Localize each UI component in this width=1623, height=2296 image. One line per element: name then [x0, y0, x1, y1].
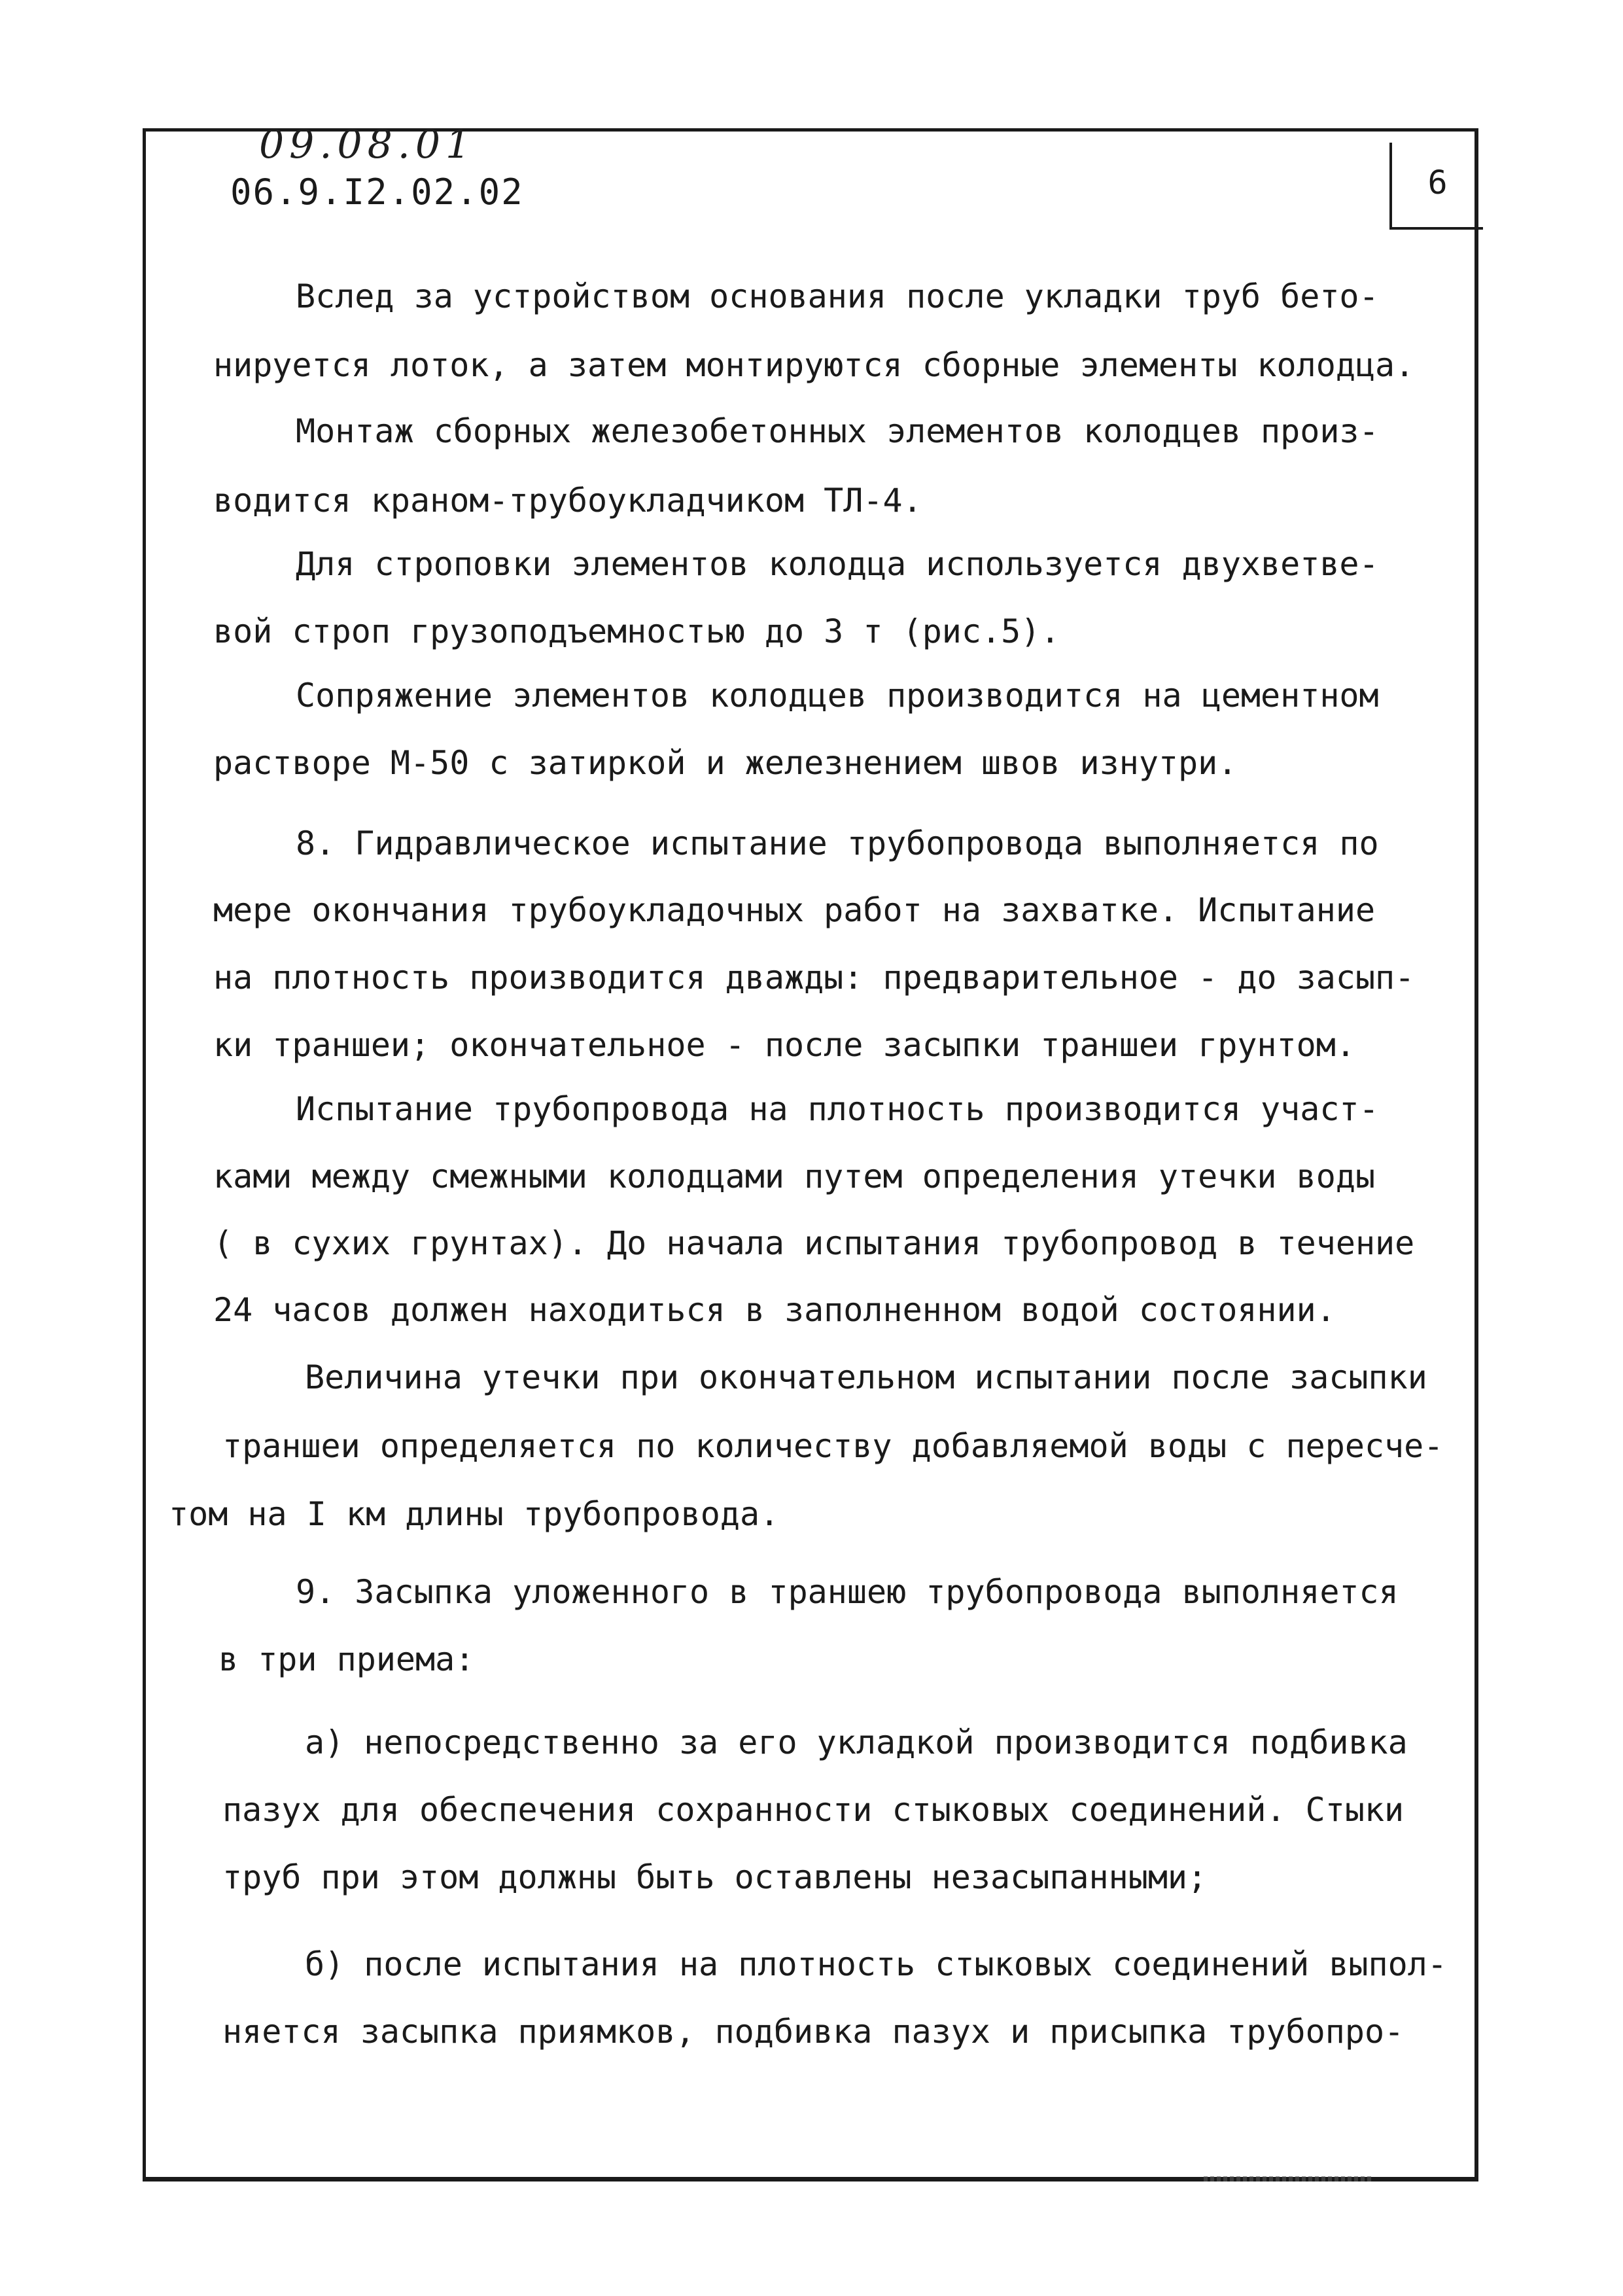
body-line: на плотность производится дважды: предварительное - до засып-: [213, 959, 1415, 997]
body-line: нируется лоток, а затем монтируются сборные элементы колодца.: [213, 346, 1415, 384]
body-line: Сопряжение элементов колодцев производится на цементном: [296, 677, 1379, 715]
body-line: 9. Засыпка уложенного в траншею трубопровода выполняется: [296, 1573, 1399, 1611]
body-line: Для строповки элементов колодца используется двухветве-: [296, 545, 1379, 583]
body-line: 24 часов должен находиться в заполненном водой состоянии.: [213, 1291, 1336, 1329]
body-line: труб при этом должны быть оставлены незасыпанными;: [222, 1858, 1208, 1896]
body-line: том на I км длины трубопровода.: [169, 1495, 780, 1533]
body-line: б) после испытания на плотность стыковых соединений выпол-: [305, 1945, 1447, 1983]
page-number: 6: [1427, 164, 1448, 202]
scan-smudge: [1204, 2176, 1374, 2181]
body-line: ками между смежными колодцами путем определения утечки воды: [213, 1157, 1376, 1195]
body-line: мере окончания трубоукладочных работ на захватке. Испытание: [213, 891, 1376, 929]
body-line: Вслед за устройством основания после укладки труб бето-: [296, 277, 1379, 315]
body-line: ки траншеи; окончательное - после засыпки траншеи грунтом.: [213, 1026, 1355, 1064]
body-line: ( в сухих грунтах). До начала испытания трубопровод в течение: [213, 1224, 1415, 1262]
body-line: траншеи определяется по количеству добавляемой воды с пересче-: [222, 1427, 1444, 1465]
body-line: Монтаж сборных железобетонных элементов колодцев произ-: [296, 412, 1379, 450]
body-line: в три приема:: [218, 1640, 475, 1678]
body-line: вой строп грузоподъемностью до 3 т (рис.5).: [213, 612, 1060, 650]
body-line: а) непосредственно за его укладкой производится подбивка: [305, 1723, 1408, 1761]
body-line: водится краном-трубоукладчиком ТЛ-4.: [213, 482, 922, 520]
body-line: Испытание трубопровода на плотность производится участ-: [296, 1090, 1379, 1128]
body-line: 8. Гидравлическое испытание трубопровода выполняется по: [296, 824, 1379, 862]
body-line: растворе М-50 с затиркой и железнением швов изнутри.: [213, 744, 1238, 782]
document-code: 06.9.I2.02.02: [230, 171, 524, 213]
body-line: Величина утечки при окончательном испытании после засыпки: [305, 1358, 1427, 1396]
body-line: няется засыпка приямков, подбивка пазух и присыпка трубопро-: [222, 2013, 1405, 2051]
page-number-box: [1389, 143, 1483, 230]
handwritten-code: 09.08.01: [259, 122, 476, 168]
body-line: пазух для обеспечения сохранности стыковых соединений. Стыки: [222, 1791, 1405, 1829]
